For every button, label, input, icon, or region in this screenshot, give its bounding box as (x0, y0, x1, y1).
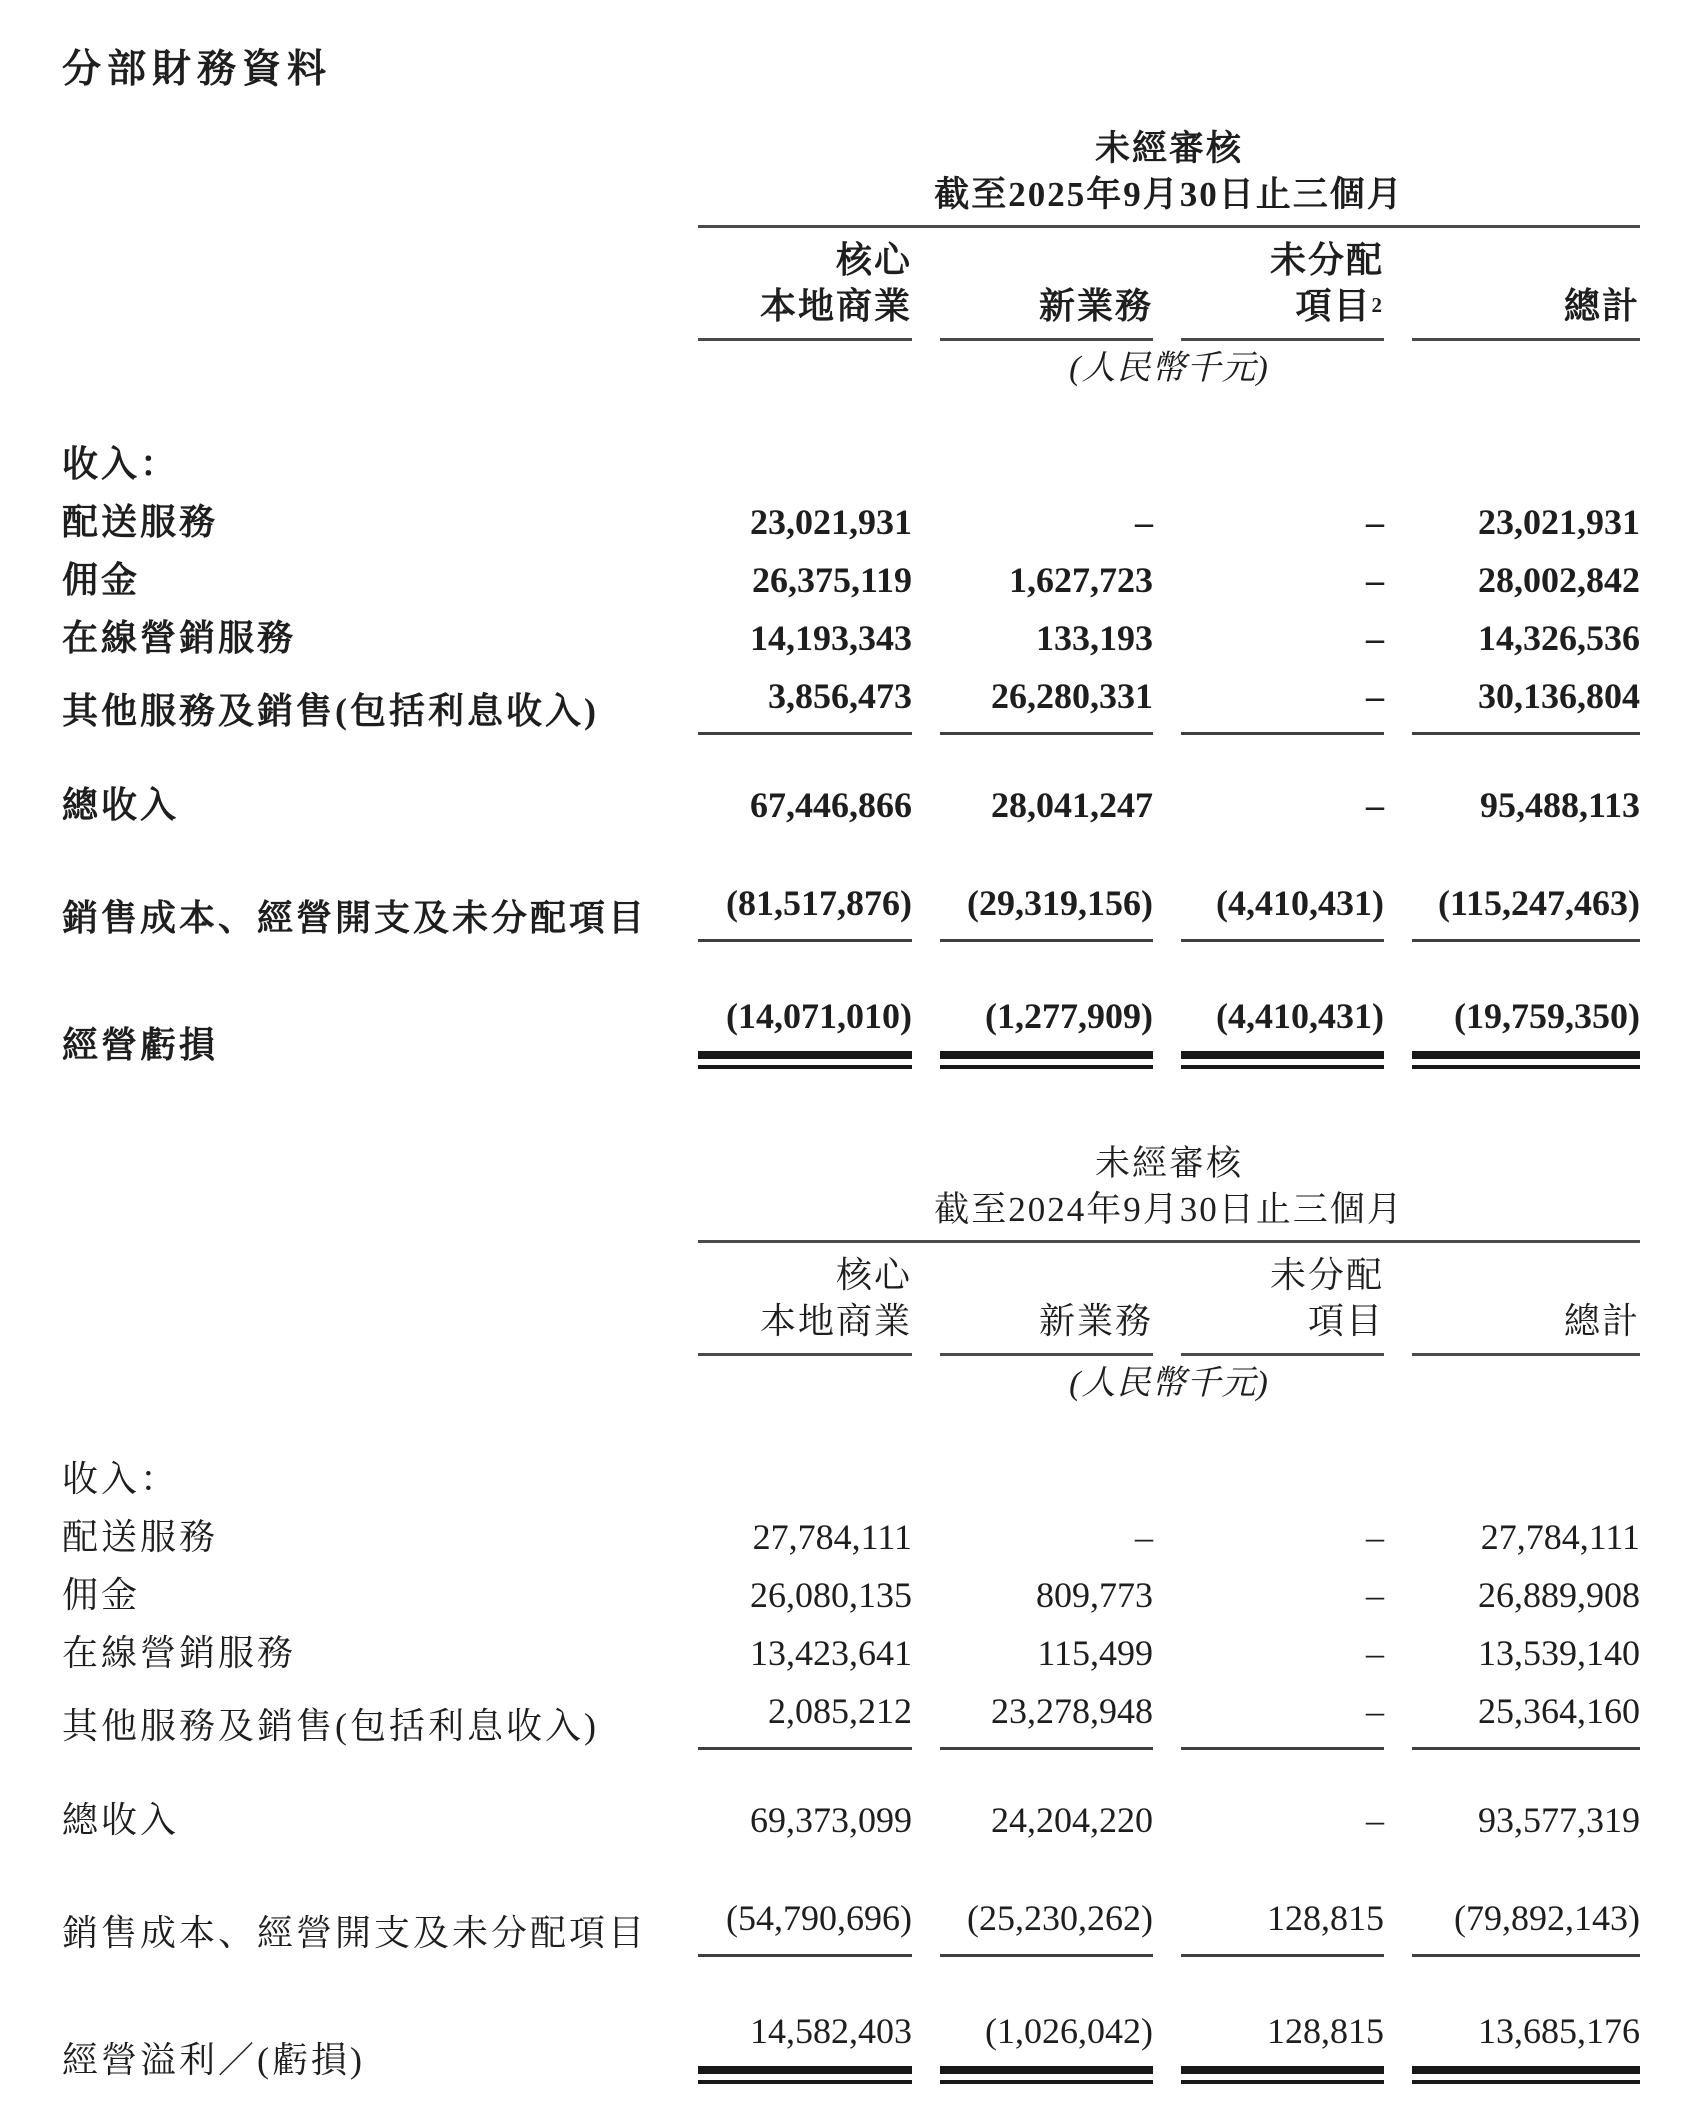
cell-value: – (1181, 1687, 1384, 1750)
cell-value: 23,278,948 (940, 1687, 1153, 1750)
spacer-cell (670, 1407, 912, 1503)
value-cell (1384, 662, 1640, 735)
value-cell (1153, 604, 1384, 662)
cell-value: 13,685,176 (1478, 2011, 1641, 2051)
cell-value: 26,889,908 (1478, 1575, 1641, 1615)
section-row (62, 1407, 1640, 1503)
cell-value: – (1135, 502, 1153, 542)
period-caption-cell (670, 172, 1640, 228)
table-row-operating-loss (62, 942, 1640, 1069)
cell-value: (81,517,876) (698, 879, 912, 942)
cell-value-box (1412, 2007, 1640, 2084)
col-header-new-initiatives (912, 1243, 1153, 1356)
col-header-box (1412, 1298, 1640, 1356)
segment-table-2025 (62, 100, 1641, 1069)
table-row-total-revenue (62, 735, 1640, 829)
footnote-marker: 2 (1371, 293, 1384, 317)
col-header-line1: 核心 (835, 1255, 912, 1295)
financial-table-2024 (62, 1115, 1640, 2084)
value-cell (912, 1844, 1153, 1957)
cell-value: (4,410,431) (1181, 879, 1384, 942)
col-header-line2: 新業務 (1038, 286, 1153, 326)
cell-value: 14,326,536 (1478, 618, 1641, 658)
value-cell (670, 1844, 912, 1957)
col-header-line2-wrap (698, 283, 912, 329)
table-row-other-services (62, 1677, 1640, 1750)
period-caption-row (62, 1187, 1640, 1243)
value-cell (1384, 1750, 1640, 1844)
value-cell (1384, 1503, 1640, 1561)
value-cell (1384, 942, 1640, 1069)
period-caption-cell (670, 1187, 1640, 1243)
cell-value: (1,026,042) (985, 2011, 1153, 2051)
value-cell (912, 829, 1153, 942)
spacer-cell (912, 1407, 1153, 1503)
cell-value: (1,277,909) (985, 996, 1153, 1036)
col-header-line1: 未分配 (1269, 240, 1384, 280)
cell-value: 809,773 (1036, 1575, 1153, 1615)
cell-value: 2,085,212 (698, 1687, 912, 1750)
col-header-core-local-commerce (670, 228, 912, 341)
period-caption-row (62, 100, 1640, 172)
value-cell (1153, 1844, 1384, 1957)
cell-value-box (698, 992, 912, 1069)
double-rule (940, 1051, 1153, 1069)
value-cell (670, 942, 912, 1069)
double-rule (698, 1051, 912, 1069)
value-cell (1153, 662, 1384, 735)
double-rule (1412, 2066, 1640, 2084)
row-label: 銷售成本、經營開支及未分配項目 (62, 898, 648, 938)
spacer-cell (62, 100, 670, 172)
cell-value: 128,815 (1181, 1894, 1384, 1957)
spacer-cell (1384, 1407, 1640, 1503)
cell-value-box (940, 992, 1153, 1069)
table-row-operating-profit-loss (62, 1957, 1640, 2084)
col-header-line2-wrap (698, 1298, 912, 1344)
cell-value: – (1366, 502, 1384, 542)
col-header-line2: 本地商業 (759, 286, 912, 326)
spacer-cell (912, 392, 1153, 488)
value-cell (912, 1561, 1153, 1619)
value-cell (1153, 488, 1384, 546)
period-caption-cell (670, 1115, 1640, 1187)
cell-value: (14,071,010) (726, 996, 912, 1036)
col-header-total (1384, 1243, 1640, 1356)
value-cell (1384, 829, 1640, 942)
value-cell (670, 1503, 912, 1561)
unit-note-row (62, 1356, 1640, 1407)
value-cell (1384, 1844, 1640, 1957)
row-label: 在線營銷服務 (62, 618, 297, 658)
value-cell (670, 829, 912, 942)
financial-table-2025 (62, 100, 1640, 1069)
double-rule (1181, 2066, 1384, 2084)
row-label: 配送服務 (62, 1517, 219, 1557)
cell-value: 26,280,331 (940, 672, 1153, 735)
value-cell (670, 1561, 912, 1619)
unit-note-cell (670, 1356, 1640, 1407)
cell-value: – (1366, 1517, 1384, 1557)
value-cell (1153, 829, 1384, 942)
col-header-box (940, 1298, 1153, 1356)
cell-value: – (1366, 560, 1384, 600)
spacer-cell (62, 172, 670, 228)
value-cell (1384, 1677, 1640, 1750)
value-cell (1384, 1619, 1640, 1677)
cell-value-box (1181, 2007, 1384, 2084)
cell-value: 67,446,866 (750, 785, 912, 825)
unit-note: (人民幣千元) (1069, 350, 1269, 387)
section-label-revenue: 收入： (62, 444, 180, 484)
column-header-row (62, 1243, 1640, 1356)
cell-value: 28,002,842 (1478, 560, 1641, 600)
table-row-delivery (62, 488, 1640, 546)
segment-table-2024 (62, 1115, 1641, 2084)
value-cell (1384, 488, 1640, 546)
cell-value: 25,364,160 (1412, 1687, 1640, 1750)
cell-value: (29,319,156) (940, 879, 1153, 942)
col-header-box (698, 237, 912, 341)
cell-value: – (1366, 1800, 1384, 1840)
cell-value: (4,410,431) (1216, 996, 1384, 1036)
spacer-cell (62, 1187, 670, 1243)
value-cell (1384, 735, 1640, 829)
row-label: 總收入 (62, 1800, 180, 1840)
value-cell (912, 942, 1153, 1069)
cell-value: (115,247,463) (1412, 879, 1640, 942)
column-header-row (62, 228, 1640, 341)
spacer-cell (62, 1356, 670, 1407)
row-label: 總收入 (62, 785, 180, 825)
value-cell (912, 1677, 1153, 1750)
col-header-line2-wrap (1412, 283, 1640, 329)
row-label: 其他服務及銷售(包括利息收入) (62, 691, 599, 731)
period-caption-row (62, 172, 1640, 228)
spacer-cell (62, 1243, 670, 1356)
value-cell (670, 546, 912, 604)
cell-value: – (1181, 672, 1384, 735)
cell-value-box (1181, 992, 1384, 1069)
cell-value: 95,488,113 (1480, 785, 1641, 825)
value-cell (1153, 1957, 1384, 2084)
row-label: 銷售成本、經營開支及未分配項目 (62, 1913, 648, 1953)
table-row-commission (62, 546, 1640, 604)
cell-value-box (1412, 992, 1640, 1069)
value-cell (1384, 604, 1640, 662)
unit-note-cell (670, 341, 1640, 392)
page-title: 分部財務資料 (62, 48, 333, 91)
cell-value: 26,080,135 (750, 1575, 912, 1615)
cell-value: 115,499 (1037, 1633, 1153, 1673)
col-header-line1: 核心 (835, 240, 912, 280)
spacer-cell (1153, 392, 1384, 488)
cell-value: 23,021,931 (1478, 502, 1641, 542)
cell-value: (25,230,262) (940, 1894, 1153, 1957)
row-label: 在線營銷服務 (62, 1633, 297, 1673)
col-header-box (1181, 1252, 1384, 1356)
row-label: 佣金 (62, 560, 141, 600)
value-cell (1153, 1561, 1384, 1619)
value-cell (670, 1619, 912, 1677)
value-cell (912, 1750, 1153, 1844)
unit-note: (人民幣千元) (1069, 1365, 1269, 1402)
value-cell (1384, 1561, 1640, 1619)
cell-value: 23,021,931 (750, 502, 912, 542)
col-header-new-initiatives (912, 228, 1153, 341)
col-header-core-local-commerce (670, 1243, 912, 1356)
cell-value: 14,193,343 (750, 618, 912, 658)
table-row-other-services (62, 662, 1640, 735)
cell-value: (54,790,696) (698, 1894, 912, 1957)
double-rule (1412, 1051, 1640, 1069)
value-cell (912, 1957, 1153, 2084)
col-header-line2-wrap (940, 1298, 1153, 1344)
cell-value: 30,136,804 (1412, 672, 1640, 735)
period-caption-line1: 未經審核 (1095, 1144, 1244, 1183)
table-row-costs (62, 1844, 1640, 1957)
value-cell (1153, 546, 1384, 604)
col-header-line2: 新業務 (1038, 1301, 1153, 1341)
value-cell (912, 735, 1153, 829)
cell-value: 24,204,220 (991, 1800, 1153, 1840)
col-header-box (1181, 237, 1384, 341)
double-rule (698, 2066, 912, 2084)
value-cell (670, 1750, 912, 1844)
value-cell (670, 488, 912, 546)
cell-value: 93,577,319 (1478, 1800, 1641, 1840)
spacer-cell (62, 228, 670, 341)
cell-value: – (1366, 785, 1384, 825)
cell-value: 133,193 (1036, 618, 1153, 658)
value-cell (1153, 1750, 1384, 1844)
spacer-cell (1153, 1407, 1384, 1503)
period-caption-line2: 截至2025年9月30日止三個月 (698, 172, 1640, 228)
row-label: 佣金 (62, 1575, 141, 1615)
period-caption-line1: 未經審核 (1095, 129, 1244, 168)
cell-value: – (1135, 1517, 1153, 1557)
cell-value: (19,759,350) (1454, 996, 1641, 1036)
value-cell (1153, 942, 1384, 1069)
table-row-delivery (62, 1503, 1640, 1561)
col-header-box (940, 283, 1153, 341)
spacer-cell (670, 392, 912, 488)
cell-value: 13,539,140 (1478, 1633, 1641, 1673)
value-cell (912, 546, 1153, 604)
period-caption-cell (670, 100, 1640, 172)
value-cell (1153, 1503, 1384, 1561)
row-label: 其他服務及銷售(包括利息收入) (62, 1706, 599, 1746)
value-cell (670, 604, 912, 662)
value-cell (670, 1677, 912, 1750)
table-row-online-marketing (62, 604, 1640, 662)
cell-value: 27,784,111 (752, 1517, 912, 1557)
row-label: 經營溢利／(虧損) (62, 2040, 365, 2080)
section-row (62, 392, 1640, 488)
value-cell (670, 735, 912, 829)
double-rule (1181, 1051, 1384, 1069)
cell-value-box (940, 2007, 1153, 2084)
cell-value: 1,627,723 (1009, 560, 1153, 600)
table-row-total-revenue (62, 1750, 1640, 1844)
col-header-total (1384, 228, 1640, 341)
col-header-unallocated-items (1153, 228, 1384, 341)
value-cell (670, 1957, 912, 2084)
value-cell (912, 662, 1153, 735)
cell-value: – (1366, 1575, 1384, 1615)
col-header-line2: 項目 (1307, 1301, 1384, 1341)
col-header-line2-wrap (1181, 1298, 1384, 1344)
table-row-online-marketing (62, 1619, 1640, 1677)
spacer-cell (1384, 392, 1640, 488)
cell-value: 69,373,099 (750, 1800, 912, 1840)
cell-value: – (1366, 1633, 1384, 1673)
row-label: 經營虧損 (62, 1025, 219, 1065)
cell-value: 3,856,473 (698, 672, 912, 735)
double-rule (940, 2066, 1153, 2084)
value-cell (912, 1619, 1153, 1677)
value-cell (912, 488, 1153, 546)
cell-value: 27,784,111 (1480, 1517, 1641, 1557)
cell-value: – (1366, 618, 1384, 658)
col-header-box (1412, 283, 1640, 341)
cell-value: 14,582,403 (750, 2011, 912, 2051)
cell-value: 28,041,247 (991, 785, 1153, 825)
col-header-line1: 未分配 (1269, 1255, 1384, 1295)
period-caption-line2: 截至2024年9月30日止三個月 (698, 1187, 1640, 1243)
section-label-revenue: 收入： (62, 1459, 180, 1499)
cell-value: 128,815 (1267, 2011, 1384, 2051)
col-header-line2: 項目 (1295, 286, 1372, 326)
col-header-line2: 總計 (1564, 286, 1641, 326)
table-row-costs (62, 829, 1640, 942)
col-header-line2-wrap (940, 283, 1153, 329)
value-cell (1384, 1957, 1640, 2084)
value-cell (912, 604, 1153, 662)
col-header-line2: 本地商業 (759, 1301, 912, 1341)
cell-value: 26,375,119 (751, 560, 912, 600)
col-header-unallocated-items (1153, 1243, 1384, 1356)
unit-note-row (62, 341, 1640, 392)
col-header-line2-wrap (1181, 283, 1384, 329)
spacer-cell (62, 341, 670, 392)
row-label: 配送服務 (62, 502, 219, 542)
cell-value-box (698, 2007, 912, 2084)
spacer-cell (62, 1115, 670, 1187)
value-cell (1384, 546, 1640, 604)
col-header-box (698, 1252, 912, 1356)
cell-value: (79,892,143) (1412, 1894, 1640, 1957)
cell-value: 13,423,641 (750, 1633, 912, 1673)
col-header-line2-wrap (1412, 1298, 1640, 1344)
value-cell (1153, 1619, 1384, 1677)
value-cell (670, 662, 912, 735)
table-row-commission (62, 1561, 1640, 1619)
value-cell (1153, 1677, 1384, 1750)
col-header-line2: 總計 (1564, 1301, 1641, 1341)
value-cell (1153, 735, 1384, 829)
value-cell (912, 1503, 1153, 1561)
period-caption-row (62, 1115, 1640, 1187)
